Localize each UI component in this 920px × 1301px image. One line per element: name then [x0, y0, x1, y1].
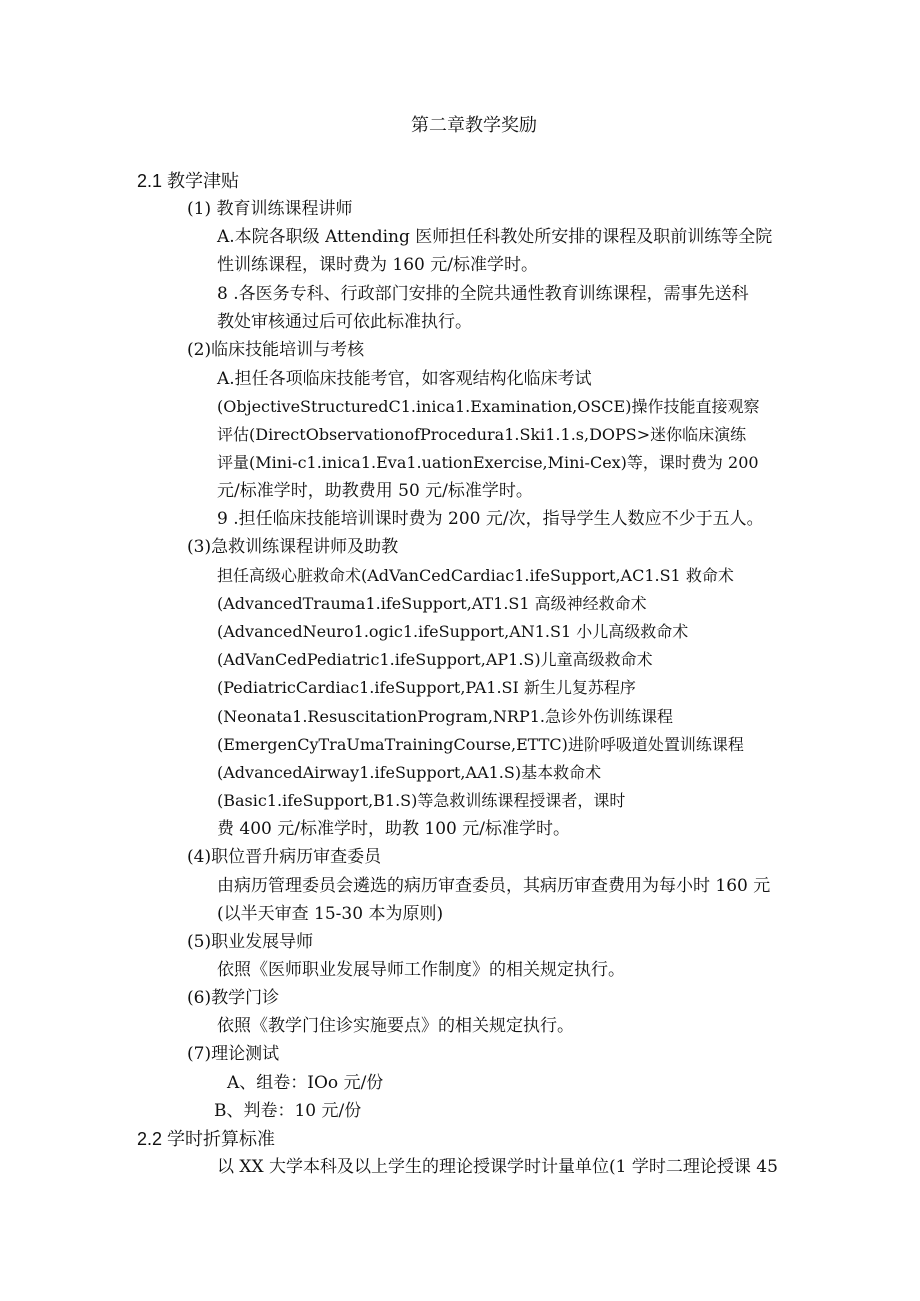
text-line: 担任高级心脏救命术(AdVanCedCardiac1.ifeSupport,AC1.S1 救命术 [217, 566, 734, 585]
text-line: 元/标准学时，助教费用 50 元/标准学时。 [217, 481, 533, 501]
text-line: 依照《教学门住诊实施要点》的相关规定执行。 [217, 1016, 574, 1036]
text-line: A、组卷：IOo 元/份 [227, 1073, 384, 1093]
text-line: (AdvancedAirway1.ifeSupport,AA1.S)基本救命术 [217, 763, 602, 782]
text-line: 费 400 元/标准学时，助教 100 元/标准学时。 [217, 819, 570, 839]
text-line: (PediatricCardiac1.ifeSupport,PA1.SI 新生儿复苏程序 [217, 678, 636, 697]
text-line: (Basic1.ifeSupport,B1.S)等急救训练课程授课者，课时 [217, 791, 626, 810]
text-line: 由病历管理委员会遴选的病历审查委员，其病历审查费用为每小时 160 元 [217, 876, 771, 896]
page-title: 第二章教学奖励 [411, 115, 537, 136]
subsection-heading: (2)临床技能培训与考核 [187, 340, 365, 360]
text-line: 教处审核通过后可依此标准执行。 [217, 312, 472, 332]
text-line: B、判卷：10 元/份 [214, 1101, 362, 1121]
text-line: (AdvancedTrauma1.ifeSupport,AT1.S1 高级神经救命术 [217, 594, 647, 613]
text-line: (以半天审查 15-30 本为原则) [217, 904, 444, 924]
section-heading: 2.1 教学津贴 [137, 171, 240, 191]
subsection-heading: (4)职位晋升病历审查委员 [187, 847, 382, 867]
text-line: A.担任各项临床技能考官，如客观结构化临床考试 [217, 369, 592, 389]
text-line: 评量(Mini-c1.inica1.Eva1.uationExercise,Mini-Cex)等，课时费为 200 [217, 453, 759, 472]
text-line: (AdVanCedPediatric1.ifeSupport,AP1.S)儿童高级救命术 [217, 650, 653, 669]
text-line: 以 XX 大学本科及以上学生的理论授课学时计量单位(1 学时二理论授课 45 [217, 1157, 778, 1177]
text-line: (ObjectiveStructuredC1.inica1.Examination,OSCE)操作技能直接观察 [217, 397, 760, 416]
text-line: 9 .担任临床技能培训课时费为 200 元/次，指导学生人数应不少于五人。 [217, 509, 764, 529]
text-line: 依照《医师职业发展导师工作制度》的相关规定执行。 [217, 960, 625, 980]
text-line: 8 .各医务专科、行政部门安排的全院共通性教育训练课程，需事先送科 [217, 284, 749, 304]
subsection-heading: (5)职业发展导师 [187, 932, 314, 952]
section-heading: 2.2 学时折算标准 [137, 1129, 276, 1149]
subsection-heading: (6)教学门诊 [187, 988, 280, 1008]
subsection-heading: (3)急救训练课程讲师及助教 [187, 537, 399, 557]
text-line: 性训练课程，课时费为 160 元/标准学时。 [217, 255, 538, 275]
text-line: (EmergenCyTraUmaTrainingCourse,ETTC)进阶呼吸道处置训练课程 [217, 735, 744, 754]
subsection-heading: (7)理论测试 [187, 1044, 280, 1064]
text-line: A.本院各职级 Attending 医师担任科教处所安排的课程及职前训练等全院 [217, 227, 773, 247]
text-line: 评估(DirectObservationofProcedura1.Ski1.1.s,DOPS>迷你临床演练 [217, 425, 747, 444]
text-line: (AdvancedNeuro1.ogic1.ifeSupport,AN1.S1 小儿高级救命术 [217, 622, 689, 641]
subsection-heading: (1) 教育训练课程讲师 [187, 199, 353, 219]
text-line: (Neonata1.ResuscitationProgram,NRP1.急诊外伤训练课程 [217, 707, 674, 726]
